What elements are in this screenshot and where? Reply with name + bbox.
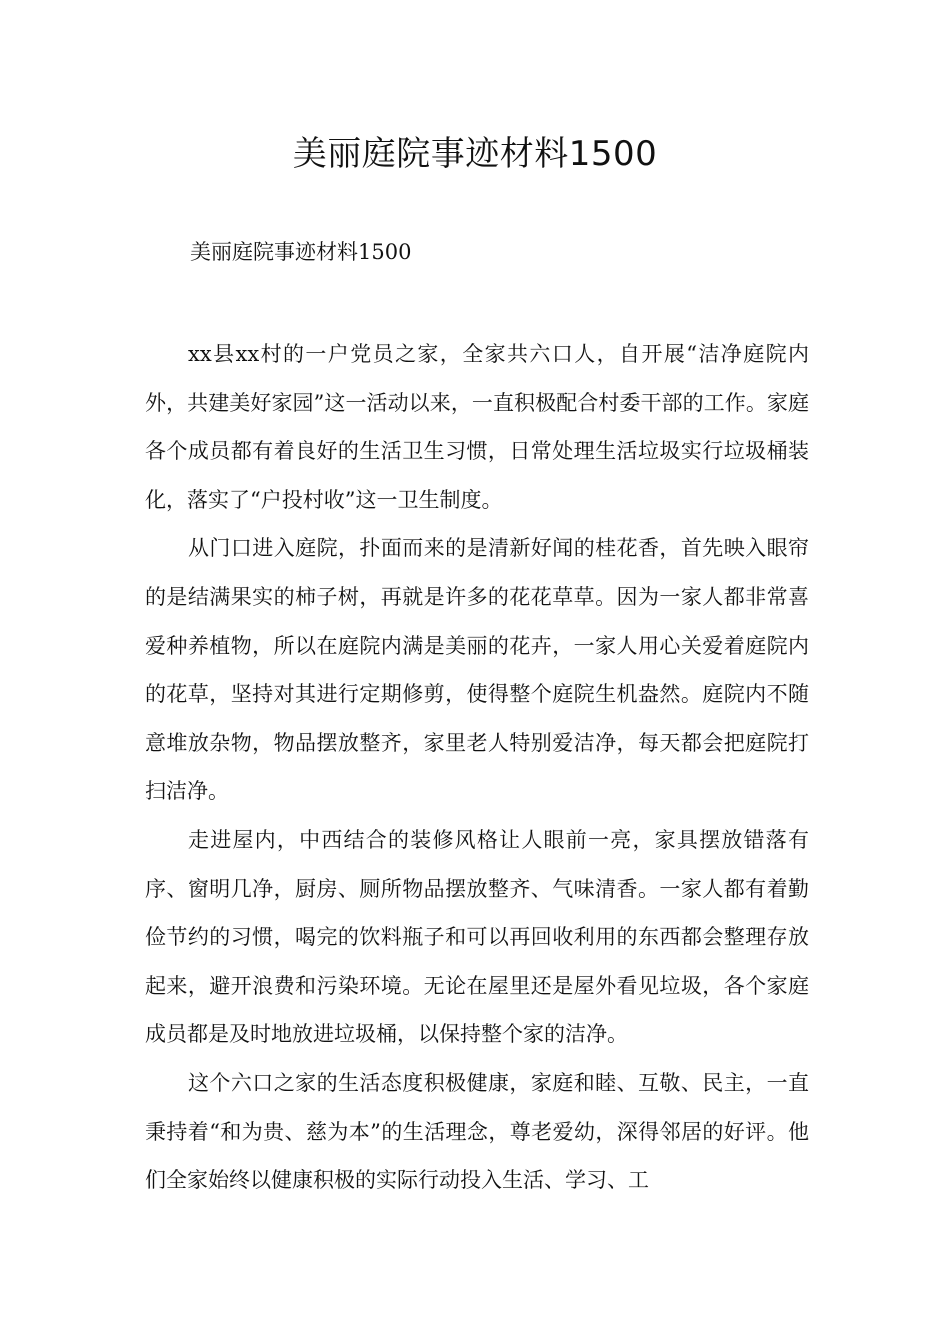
paragraph-4: 这个六口之家的生活态度积极健康，家庭和睦、互敬、民主，一直秉持着“和为贵、慈为本”的生活理念，尊老爱幼，深得邻居的好评。他们全家始终以健康积极的实际行动投入生活、学习、工	[145, 1070, 809, 1193]
document-body	[145, 330, 809, 1205]
document-title: 美丽庭院事迹材料1500	[292, 134, 658, 174]
paragraph-1: xx县xx村的一户党员之家，全家共六口人，自开展“洁净庭院内外，共建美好家园”这一活动以来，一直积极配合村委干部的工作。家庭各个成员都有着良好的生活卫生习惯，日常处理生活垃圾实行垃圾桶装化，落实了“户投村收”这一卫生制度。	[145, 342, 809, 512]
document-subtitle: 美丽庭院事迹材料1500	[190, 240, 412, 264]
paragraph-3: 走进屋内，中西结合的装修风格让人眼前一亮，家具摆放错落有序、窗明几净，厨房、厕所物品摆放整齐、气味清香。一家人都有着勤俭节约的习惯，喝完的饮料瓶子和可以再回收利用的东西都会整理存放起来，避开浪费和污染环境。无论在屋里还是屋外看见垃圾，各个家庭成员都是及时地放进垃圾桶，以保持整个家的洁净。	[145, 827, 809, 1047]
paragraph-2: 从门口进入庭院，扑面而来的是清新好闻的桂花香，首先映入眼帘的是结满果实的柿子树，再就是许多的花花草草。因为一家人都非常喜爱种养植物，所以在庭院内满是美丽的花卉，一家人用心关爱着庭院内的花草，坚持对其进行定期修剪，使得整个庭院生机盎然。庭院内不随意堆放杂物，物品摆放整齐，家里老人特别爱洁净，每天都会把庭院打扫洁净。	[145, 536, 809, 804]
